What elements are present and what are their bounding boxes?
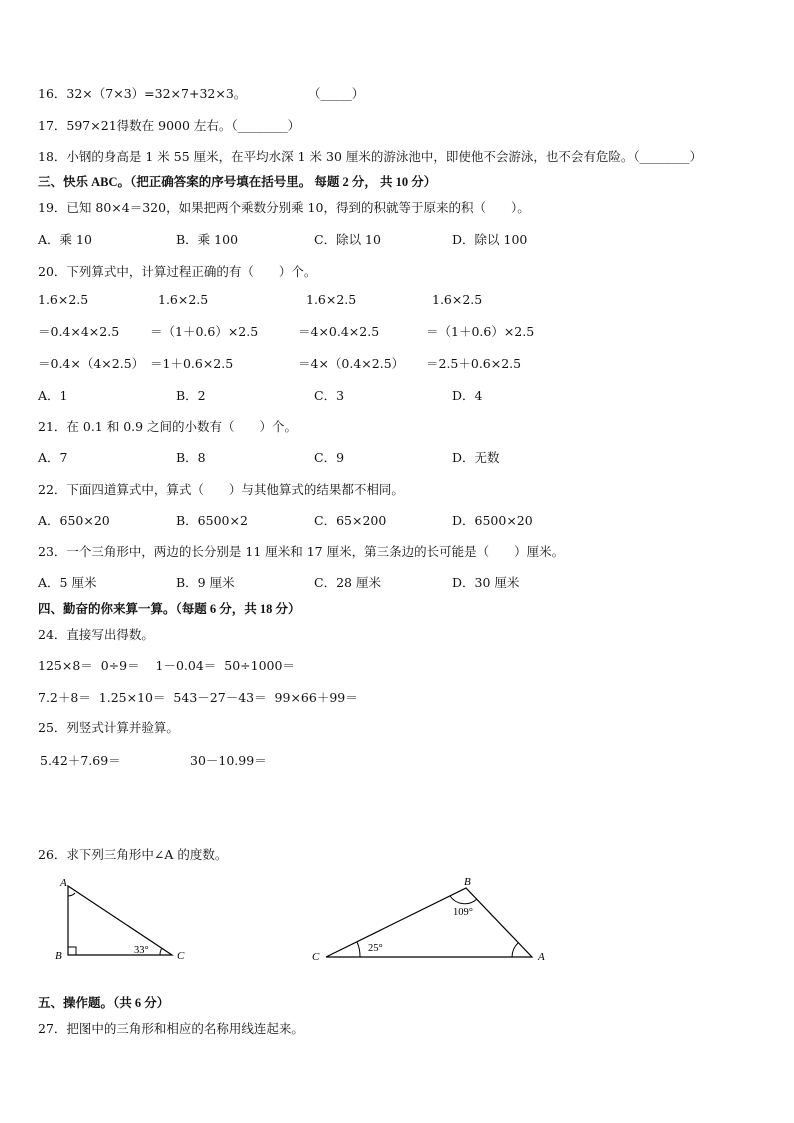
q16-text: 16．32×（7×3）=32×7+32×3。 xyxy=(38,86,247,101)
q21-option-d[interactable]: D．无数 xyxy=(452,450,500,465)
q20-calc-1-line-3: ＝0.4×（4×2.5） xyxy=(38,356,145,371)
q20-calc-2-line-1: 1.6×2.5 xyxy=(158,292,209,307)
q20-option-b[interactable]: B．2 xyxy=(176,388,206,403)
triangle-1-vertex-c: C xyxy=(177,950,185,962)
q16-answer-blank[interactable]: （_____） xyxy=(308,86,365,101)
q18-text: 18．小钢的身高是 1 米 55 厘米，在平均水深 1 米 30 厘米的游泳池中，即使他不会游泳，也不会有危险。（________） xyxy=(38,149,703,164)
q26-text: 26．求下列三角形中∠A 的度数。 xyxy=(38,847,228,862)
q20-calc-1-line-2: ＝0.4×4×2.5 xyxy=(38,324,120,339)
q22-option-d[interactable]: D．6500×20 xyxy=(452,513,533,528)
q20-calc-1-line-1: 1.6×2.5 xyxy=(38,292,89,307)
section-5-title: 五、操作题。（共 6 分） xyxy=(38,996,170,1010)
q17-text: 17．597×21得数在 9000 左右。（________） xyxy=(38,118,301,133)
triangle-2 xyxy=(312,876,545,963)
q21-option-c[interactable]: C．9 xyxy=(314,450,345,465)
q19-option-d[interactable]: D．除以 100 xyxy=(452,232,528,247)
q23-option-b[interactable]: B．9 厘米 xyxy=(176,575,235,590)
q20-calc-4-line-1: 1.6×2.5 xyxy=(432,292,483,307)
q22-option-b[interactable]: B．6500×2 xyxy=(176,513,248,528)
triangle-1 xyxy=(55,877,185,962)
q23-option-d[interactable]: D．30 厘米 xyxy=(452,575,520,590)
q20-calc-4-line-2: ＝（1＋0.6）×2.5 xyxy=(426,324,535,339)
triangle-1-vertex-a: A xyxy=(60,877,67,889)
triangle-1-angle-c: 33° xyxy=(134,945,149,956)
q27-text: 27．把图中的三角形和相应的名称用线连起来。 xyxy=(38,1021,304,1036)
q20-text: 20．下列算式中，计算过程正确的有（ ）个。 xyxy=(38,264,317,279)
q24-text: 24．直接写出得数。 xyxy=(38,627,154,642)
q23-option-c[interactable]: C．28 厘米 xyxy=(314,575,381,590)
q23-option-a[interactable]: A．5 厘米 xyxy=(38,575,97,590)
section-3-title: 三、快乐 ABC。（把正确答案的序号填在括号里。 每题 2 分， 共 10 分） xyxy=(38,175,437,189)
q19-option-b[interactable]: B．乘 100 xyxy=(176,232,239,247)
q20-calc-2-line-2: ＝（1＋0.6）×2.5 xyxy=(150,324,259,339)
section-4-title: 四、勤奋的你来算一算。（每题 6 分，共 18 分） xyxy=(38,602,301,616)
q20-option-a[interactable]: A．1 xyxy=(38,388,68,403)
q20-calc-2-line-3: ＝1＋0.6×2.5 xyxy=(150,356,234,371)
q22-option-a[interactable]: A．650×20 xyxy=(38,513,110,528)
triangle-1-vertex-b: B xyxy=(55,950,62,962)
q20-calc-3-line-1: 1.6×2.5 xyxy=(306,292,357,307)
q21-option-b[interactable]: B．8 xyxy=(176,450,206,465)
triangle-2-angle-b: 109° xyxy=(453,907,473,918)
q21-option-a[interactable]: A．7 xyxy=(38,450,68,465)
q20-calc-3-line-2: ＝4×0.4×2.5 xyxy=(298,324,380,339)
triangle-2-angle-c: 25° xyxy=(368,943,383,954)
triangle-2-vertex-b: B xyxy=(464,876,471,888)
q20-calc-3-line-3: ＝4×（0.4×2.5） xyxy=(298,356,405,371)
q25-expression-1: 5.42＋7.69＝ xyxy=(40,753,121,768)
q20-option-c[interactable]: C．3 xyxy=(314,388,345,403)
triangle-2-vertex-c: C xyxy=(312,951,320,963)
q19-text: 19．已知 80×4＝320，如果把两个乘数分别乘 10，得到的积就等于原来的积（ ）。 xyxy=(38,200,530,215)
q25-expression-2: 30－10.99＝ xyxy=(190,753,267,768)
q19-option-c[interactable]: C．除以 10 xyxy=(314,232,381,247)
q24-row-2: 7.2＋8＝ 1.25×10＝ 543－27－43＝ 99×66＋99＝ xyxy=(38,690,358,705)
q22-text: 22．下面四道算式中，算式（ ）与其他算式的结果都不相同。 xyxy=(38,482,404,497)
q25-text: 25．列竖式计算并验算。 xyxy=(38,720,179,735)
q22-option-c[interactable]: C．65×200 xyxy=(314,513,387,528)
q19-option-a[interactable]: A．乘 10 xyxy=(38,232,92,247)
triangle-2-vertex-a: A xyxy=(538,951,545,963)
q20-calc-4-line-3: ＝2.5＋0.6×2.5 xyxy=(426,356,522,371)
q24-row-1: 125×8＝ 0÷9＝ 1－0.04＝ 50÷1000＝ xyxy=(38,658,295,673)
q20-option-d[interactable]: D．4 xyxy=(452,388,483,403)
q23-text: 23．一个三角形中，两边的长分别是 11 厘米和 17 厘米，第三条边的长可能是（ ）厘米。 xyxy=(38,544,565,559)
q21-text: 21．在 0.1 和 0.9 之间的小数有（ ）个。 xyxy=(38,419,298,434)
